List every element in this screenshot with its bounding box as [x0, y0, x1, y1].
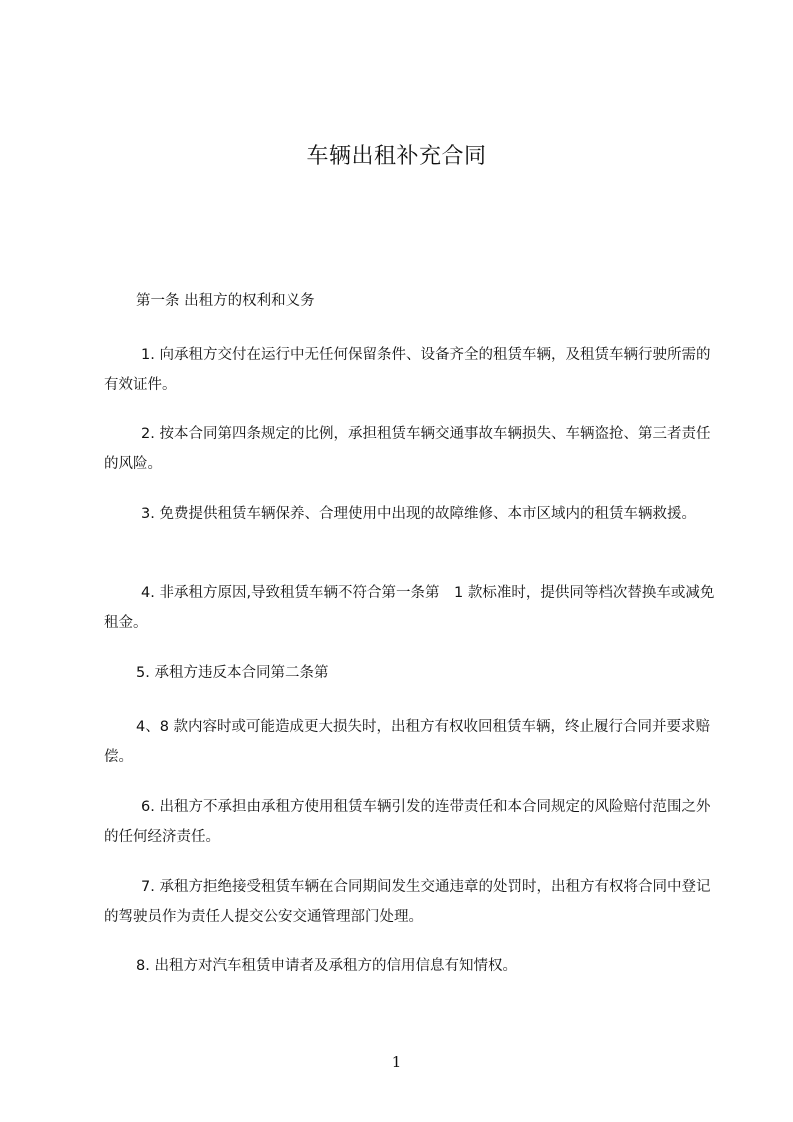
clause-paragraph: 5. 承租方违反本合同第二条第 — [136, 665, 329, 681]
clause-paragraph: 1. 向承租方交付在运行中无任何保留条件、设备齐全的租赁车辆，及租赁车辆行驶所需的有效证件。 — [104, 347, 711, 393]
clause-paragraph: 6. 出租方不承担由承租方使用租赁车辆引发的连带责任和本合同规定的风险赔付范围之外的任何经济责任。 — [104, 799, 711, 845]
clause-paragraph: 4. 非承租方原因,导致租赁车辆不符合第一条第 1 款标准时，提供同等档次替换车或减免租金。 — [104, 585, 715, 631]
page-number: 1 — [391, 1053, 402, 1071]
clause-paragraph: 4、8 款内容时或可能造成更大损失时，出租方有权收回租赁车辆，终止履行合同并要求赔偿。 — [104, 719, 711, 765]
clause-paragraph: 8. 出租方对汽车租赁申请者及承租方的信用信息有知情权。 — [136, 958, 517, 974]
clause-paragraph: 7. 承租方拒绝接受租赁车辆在合同期间发生交通违章的处罚时，出租方有权将合同中登记的驾驶员作为责任人提交公安交通管理部门处理。 — [104, 879, 711, 925]
clause-paragraph: 2. 按本合同第四条规定的比例，承担租赁车辆交通事故车辆损失、车辆盗抢、第三者责任的风险。 — [104, 426, 711, 472]
section-heading: 第一条 出租方的权利和义务 — [136, 293, 315, 309]
clause-paragraph: 3. 免费提供租赁车辆保养、合理使用中出现的故障维修、本市区域内的租赁车辆救援。 — [141, 506, 696, 522]
document-title: 车辆出租补充合同 — [306, 144, 487, 169]
